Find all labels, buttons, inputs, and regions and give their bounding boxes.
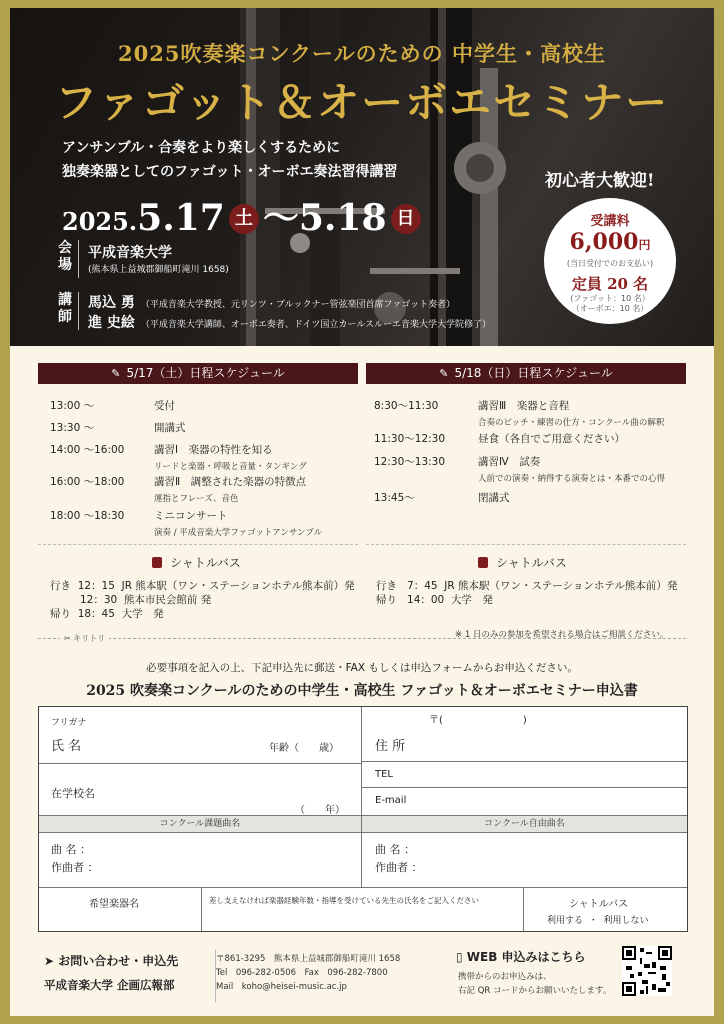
capacity-unit: 名: [633, 275, 649, 293]
date-start: 5.17: [137, 197, 225, 239]
postal-field[interactable]: 〒( ): [429, 715, 527, 726]
web-note-2: 右記 QR コードからお願いいたします。: [458, 986, 612, 996]
day1-sub-4: 運指とフレーズ、音色: [154, 494, 239, 504]
day2-sub-3: 人前での演奏・納得する演奏とは・本番での心得: [478, 474, 666, 484]
free-piece-header: コンクール自由曲名: [362, 816, 687, 832]
web-title[interactable]: WEB 申込みはこちら: [466, 950, 586, 964]
address-label: 住 所: [375, 739, 406, 754]
day2-sub-1: 合奏のピッチ・練習の仕方・コンクール曲の解釈: [478, 418, 665, 428]
day1-sub-5: 演奏 / 平成音楽大学ファゴットアンサンブル: [154, 528, 323, 538]
set-song-field[interactable]: 曲 名 ：: [51, 843, 91, 856]
contact-org: 平成音楽大学 企画広報部: [44, 978, 175, 992]
bus-day1-row-2: [80, 592, 211, 607]
capacity-sub1: (ファゴット：10 名）: [570, 294, 650, 303]
free-composer-field[interactable]: 作曲者 ：: [375, 861, 423, 874]
bus-day1-place-3: 大学 発: [121, 608, 164, 620]
bus-day1-title: シャトルバス: [170, 556, 241, 570]
form-title: 2025 吹奏楽コンクールのための中学生・高校生 ファゴット＆オーボエセミナー申込書: [86, 683, 638, 699]
send-icon: ➤: [44, 954, 55, 968]
day1-event-4: 講習Ⅱ 調整された楽器の特徴点: [154, 476, 307, 488]
day1-event-5: ミニコンサート: [154, 510, 228, 522]
set-composer-field[interactable]: 作曲者 ：: [51, 861, 99, 874]
lecturer-1-desc: （平成音楽大学教授、元リンツ・ブルックナー管弦楽団首席ファゴット奏者）: [140, 300, 456, 310]
lecturers-label: 講師: [58, 292, 72, 325]
bus-icon: [478, 557, 488, 568]
lecturer-2-desc: （平成音楽大学講師、オーボエ奏者、ドイツ国立カールスルーエ音楽大学大学院修了）: [140, 320, 491, 330]
beginners-welcome: 初心者大歓迎!: [545, 171, 655, 191]
day1-time-3: 14:00 〜16:00: [50, 444, 125, 456]
day2-event-3-wrap: [478, 454, 665, 484]
day1-time-4: 16:00 〜18:00: [50, 476, 125, 488]
intro-line2: 独奏楽器としてのファゴット・オーボエ奏法習得講習: [62, 164, 398, 180]
address-line: 〒861-3295 熊本県上益城郡御船町滝川 1658: [216, 954, 401, 964]
form-vline-c: [201, 887, 202, 931]
capacity-value: 20: [607, 275, 628, 293]
fee-amount-line: [544, 229, 676, 258]
day1-event-4-wrap: [154, 474, 306, 504]
day1-event-3: 講習Ⅰ 楽器の特性を知る: [154, 444, 273, 456]
bus-nouse-option[interactable]: 利用しない: [603, 916, 649, 926]
web-note-1: 携帯からのお申込みは、: [458, 972, 552, 982]
bus-day2-time-2: 14：00: [407, 594, 445, 606]
experience-label: 差し支えなければ楽器経験年数・指導を受けている先生の氏名をご記入ください: [209, 896, 479, 905]
venue-label: 会場: [58, 240, 72, 273]
day2-time-2: 11:30〜12:30: [374, 433, 446, 445]
furigana-label: フリガナ: [51, 718, 87, 728]
bus-day2-label-2: 帰り: [376, 594, 397, 606]
pencil-icon: ✎: [111, 367, 121, 380]
day1-divider: [38, 544, 358, 545]
contact-title-line: [44, 952, 178, 969]
qr-code[interactable]: [622, 946, 672, 996]
day2-event-3: 講習Ⅳ 試奏: [478, 456, 541, 468]
bus-day1-time-3: 18：45: [77, 608, 115, 620]
date-end: 5.18: [298, 197, 387, 239]
email-field[interactable]: E-mail: [375, 795, 407, 806]
schedule-day1-header: [38, 363, 358, 384]
bus-day1-row-3: [50, 606, 164, 621]
form-hline-e: [39, 832, 687, 833]
capacity-sub2: （オーボエ：10 名）: [571, 304, 649, 313]
bus-day2-title: シャトルバス: [496, 556, 567, 570]
age-field[interactable]: 年齢（ 歳）: [269, 743, 339, 754]
day1-event-1: 受付: [154, 400, 175, 412]
day2-event-2: 昼食（各自でご用意ください）: [478, 433, 625, 445]
bus-day2-row-1: [376, 578, 677, 593]
fee-note: (当日受付でのお支払い): [566, 259, 654, 268]
day1-sub-3: リードと楽器・呼吸と音量・タンギング: [154, 462, 307, 472]
bus-day2-row-2: [376, 592, 493, 607]
cut-label: [60, 633, 109, 644]
venue-divider: [78, 240, 79, 278]
cut-line: [38, 638, 686, 639]
bus-day2-label-1: 行き: [376, 580, 397, 592]
intro-line1: アンサンブル・合奏をより楽しくするために: [62, 140, 341, 156]
poster: [10, 8, 714, 1016]
event-dates: [62, 190, 425, 241]
contact-address: [216, 952, 400, 994]
date-year: 2025.: [62, 207, 138, 236]
day1-event-2: 開講式: [154, 422, 186, 434]
phone-icon: ▯: [456, 950, 463, 964]
day2-event-1: 講習Ⅲ 楽器と音程: [478, 400, 570, 412]
bus-day2-header: [478, 554, 567, 571]
scissors-icon: ✂: [64, 634, 71, 643]
contact-block: [44, 952, 178, 993]
web-apply: [456, 948, 586, 965]
school-label: 在学校名: [51, 787, 95, 800]
day2-divider: [366, 544, 686, 545]
day2-event-4: 閉講式: [478, 492, 510, 504]
grade-field[interactable]: （ 年）: [295, 805, 345, 816]
capacity-line: [544, 273, 676, 294]
day2-event-1-wrap: [478, 398, 664, 428]
lecturers-divider: [78, 292, 79, 330]
title-line2: ファゴット＆オーボエセミナー: [54, 78, 670, 127]
form-hline-f: [39, 887, 687, 888]
intro-text: [62, 136, 397, 184]
instruction-text: 必要事項を記入の上、下記申込先に郵送・FAX もしくは申込フォームからお申込ください。: [146, 662, 578, 674]
set-piece-header: コンクール課題曲名: [39, 816, 361, 832]
application-form: [38, 706, 688, 932]
fee-badge: [544, 198, 676, 324]
venue-address: (熊本県上益城郡御船町滝川 1658): [88, 265, 229, 275]
day1-time-2: 13:30 〜: [50, 422, 95, 434]
bus-day1-row-1: [50, 578, 355, 593]
bus-day1-time-2: 12：30: [80, 594, 118, 606]
bus-day1-header: [152, 554, 241, 571]
bus-label: シャトルバス: [569, 899, 629, 910]
lecturer-2-name: 進 史絵: [88, 315, 135, 331]
lecturer-1: [88, 292, 455, 312]
tel-field[interactable]: TEL: [375, 769, 393, 780]
date-end-day: 日: [391, 204, 421, 234]
form-vline-b: [361, 815, 362, 887]
schedule-day2-title: 5/18（日）日程スケジュール: [454, 366, 613, 380]
day1-event-5-wrap: [154, 508, 322, 538]
one-day-notice: ※ 1 日のみの参加を希望される場合はご相談ください。: [455, 630, 669, 640]
bus-day1-time-1: 12：15: [77, 580, 115, 592]
hero-banner: [10, 8, 714, 346]
day2-time-4: 13:45〜: [374, 492, 415, 504]
schedule-day1-title: 5/17（土）日程スケジュール: [126, 366, 285, 380]
form-hline-b: [361, 761, 687, 762]
bus-day2-place-2: 大学 発: [450, 594, 493, 606]
venue-name: 平成音楽大学: [88, 245, 172, 261]
day1-time-5: 18:00 〜18:30: [50, 510, 125, 522]
bus-day1-label-3: 帰り: [50, 608, 71, 620]
lecturer-1-name: 馬込 勇: [88, 295, 135, 311]
bus-day1-place-1: JR 熊本駅（ワン・ステーションホテル熊本前）発: [121, 580, 355, 592]
name-label: 氏 名: [51, 739, 82, 754]
cut-label-text: キリトリ: [73, 634, 106, 643]
bus-options: [547, 913, 649, 926]
web-note: [458, 970, 611, 998]
fee-amount: 6,000: [569, 229, 639, 255]
title-line1: 2025吹奏楽コンクールのための 中学生・高校生: [118, 41, 606, 66]
day2-time-3: 12:30〜13:30: [374, 456, 446, 468]
day1-time-1: 13:00 〜: [50, 400, 95, 412]
bus-option-separator: ・: [588, 916, 598, 926]
tel-fax-line: Tel 096-282-0506 Fax 096-282-7800: [216, 968, 388, 978]
form-hline-c: [361, 787, 687, 788]
date-separator: 〜: [262, 197, 299, 239]
bus-icon: [152, 557, 162, 568]
capacity-label: 定員: [571, 275, 602, 293]
fee-unit: 円: [638, 238, 651, 252]
schedule-day2-header: [366, 363, 686, 384]
bus-day2-place-1: JR 熊本駅（ワン・ステーションホテル熊本前）発: [444, 580, 678, 592]
bus-day2-time-1: 7：45: [407, 580, 438, 592]
bus-day1-place-2: 熊本市民会館前 発: [123, 594, 212, 606]
contact-title: お問い合わせ・申込先: [58, 954, 179, 968]
instrument-label: 希望楽器名: [89, 899, 139, 910]
free-song-field[interactable]: 曲 名 ：: [375, 843, 415, 856]
fee-label: 受講料: [590, 214, 630, 229]
bus-use-option[interactable]: 利用する: [547, 916, 584, 926]
mail-line[interactable]: Mail koho@heisei-music.ac.jp: [216, 982, 347, 992]
lecturer-2: [88, 312, 491, 332]
bus-day1-label-1: 行き: [50, 580, 71, 592]
day1-event-3-wrap: [154, 442, 307, 472]
form-vline-d: [523, 887, 524, 931]
date-start-day: 土: [229, 204, 259, 234]
form-hline-a: [39, 763, 361, 764]
pencil-icon: ✎: [439, 367, 449, 380]
day2-time-1: 8:30〜11:30: [374, 400, 439, 412]
